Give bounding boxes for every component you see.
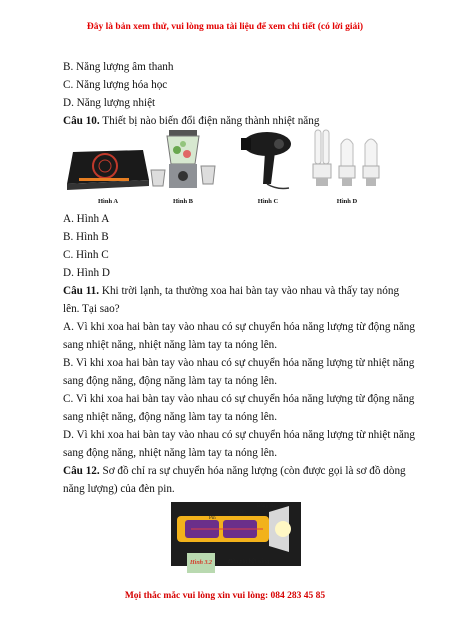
option-line: D. Hình D (63, 267, 110, 279)
question-text: Sơ đồ chỉ ra sự chuyển hóa năng lượng (còn được gọi là sơ đồ dòng năng lượng) của đèn pin. (63, 465, 406, 495)
cfl-bulb-icon (307, 126, 387, 192)
figure-caption: Hình B (172, 198, 194, 205)
option-line: C. Hình C (63, 249, 109, 261)
option-line: A. Vì khi xoa hai bàn tay vào nhau có sự chuyển hóa năng lượng từ động năng (63, 321, 415, 333)
option-line: sang động năng, động năng làm tay ta nóng lên. (63, 375, 278, 387)
figure-note: Đèn pin bật sáng (228, 559, 270, 565)
option-line: sang nhiệt năng, động năng làm tay ta nóng lên. (63, 411, 278, 423)
figure-caption: Hình D (336, 198, 358, 205)
figure-caption: Hình 3.2 (187, 553, 215, 573)
question-label: Câu 11. (63, 285, 100, 297)
option-line: C. Năng lượng hóa học (63, 79, 168, 91)
option-line: sang nhiệt năng, nhiệt năng làm tay ta nóng lên. (63, 339, 278, 351)
wire-label: Dây dẫn (229, 510, 246, 515)
option-line: B. Vì khi xoa hai bàn tay vào nhau có sự chuyển hóa năng lượng từ nhiệt năng (63, 357, 415, 369)
question-10-figures (63, 132, 410, 210)
option-line: B. Hình B (63, 231, 109, 243)
question-text: Khi trời lạnh, ta thường xoa hai bàn tay vào nhau và thấy tay nóng lên. Tại sao? (63, 285, 400, 315)
induction-cooker-icon (65, 144, 151, 192)
question-label: Câu 10. (63, 115, 100, 127)
option-line: B. Năng lượng âm thanh (63, 61, 174, 73)
option-line: A. Hình A (63, 213, 110, 225)
figure-a (63, 144, 153, 211)
hair-dryer-icon (237, 130, 299, 192)
contact-footer: Mọi thắc mắc vui lòng xin vui lòng: 084 283 45 85 (124, 591, 326, 601)
battery-label: Pin (209, 516, 216, 521)
option-line: D. Vì khi xoa hai bàn tay vào nhau có sự chuyển hóa năng lượng từ nhiệt năng (63, 429, 415, 441)
figure-d (307, 126, 387, 211)
question-label: Câu 12. (63, 465, 100, 477)
figure-b (143, 128, 223, 211)
question-text: Thiết bị nào biến đổi điện năng thành nhiệt năng (99, 115, 320, 127)
option-line: sang động năng, nhiệt năng làm tay ta nóng lên. (63, 447, 278, 459)
figure-caption: Hình C (257, 198, 279, 205)
preview-banner: Đây là bản xem thử, vui lòng mua tài liệu để xem chi tiết (có lời giải) (86, 22, 364, 32)
figure-c (233, 130, 303, 211)
figure-caption: Hình A (97, 198, 119, 205)
question-11 (63, 282, 410, 318)
blender-icon (147, 128, 219, 192)
option-line: C. Vì khi xoa hai bàn tay vào nhau có sự chuyển hóa năng lượng từ động năng (63, 393, 415, 405)
option-line: D. Năng lượng nhiệt (63, 97, 156, 109)
question-12 (63, 462, 410, 498)
flashlight-figure (171, 502, 301, 566)
bulb-label: Bóng đèn (257, 504, 277, 509)
document-body (63, 58, 415, 566)
